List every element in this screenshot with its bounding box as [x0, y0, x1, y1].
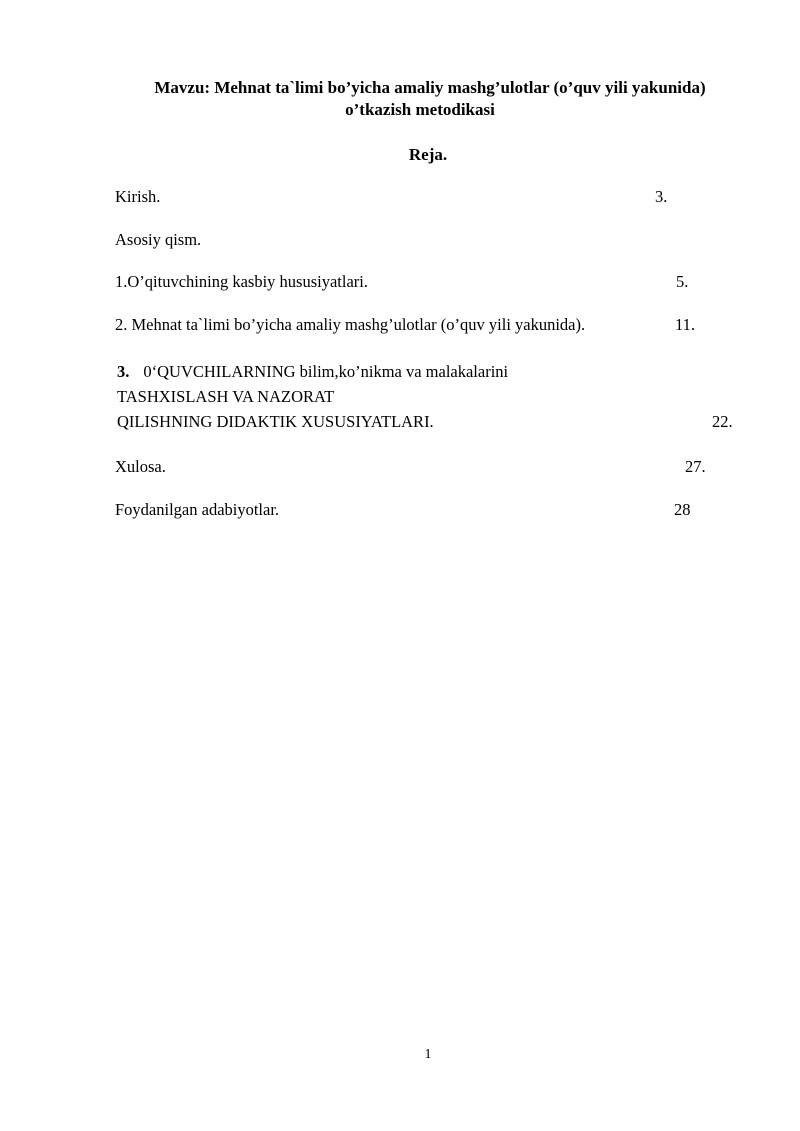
toc-intro-label: Kirish.	[115, 187, 161, 206]
toc-section2-label: 2. Mehnat ta`limi bo’yicha amaliy mashg’ulotlar (o’quv yili yakunida).	[115, 315, 586, 334]
page-number: 1	[424, 1047, 432, 1062]
plan-heading: Reja.	[408, 145, 448, 164]
document-title-line-2: o’tkazish metodikasi	[345, 100, 495, 119]
toc-section1-page: 5.	[676, 272, 689, 291]
toc-section3-text-1: 0‘QUVCHILARNING bilim,ko’nikma va malakalarini	[143, 362, 509, 381]
toc-references-page: 28	[674, 500, 691, 519]
toc-section2-page: 11.	[675, 315, 696, 334]
toc-section3-number: 3.	[117, 362, 130, 381]
toc-references-label: Foydanilgan adabiyotlar.	[115, 500, 280, 519]
document-title-line-1: Mavzu: Mehnat ta`limi bo’yicha amaliy mashg’ulotlar (o’quv yili yakunida)	[154, 78, 706, 97]
toc-section3-line-3: QILISHNING DIDAKTIK XUSUSIYATLARI.	[117, 412, 434, 431]
toc-conclusion-page: 27.	[685, 457, 706, 476]
toc-section3-line-1	[117, 361, 508, 383]
toc-conclusion-label: Xulosa.	[115, 457, 166, 476]
toc-section1-label: 1.O’qituvchining kasbiy hususiyatlari.	[115, 272, 368, 291]
toc-intro-page: 3.	[655, 187, 668, 206]
toc-section3-line-2: TASHXISLASH VA NAZORAT	[117, 387, 335, 406]
toc-section3-page: 22.	[712, 412, 733, 431]
toc-main-part-label: Asosiy qism.	[115, 230, 202, 249]
